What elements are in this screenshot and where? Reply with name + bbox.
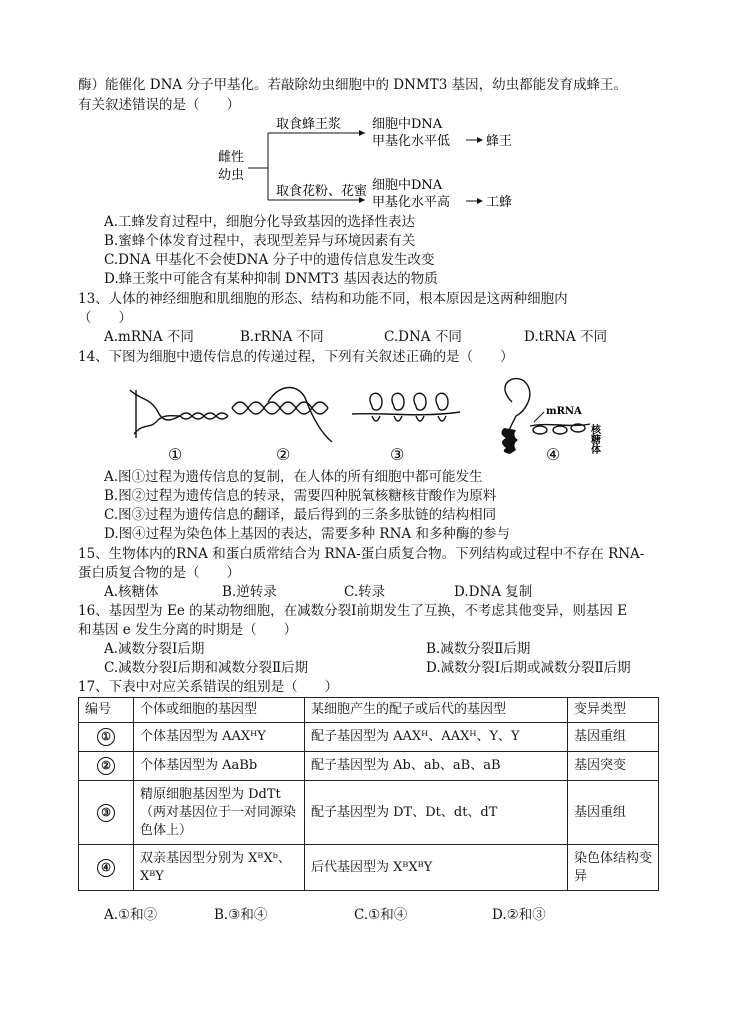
table-row [79,781,659,845]
diagram-top-result-2: 甲基化水平低 [372,134,451,149]
row-variation-type: 基因重组 [568,723,659,752]
row-genotype: 双亲基因型分别为 XᴮXᵇ、XᴮY [134,845,305,891]
chromosome-blob [501,428,518,454]
row-genotype: 个体基因型为 AAXᴴY [134,723,305,752]
q12-methylation-diagram [210,113,530,213]
header-genotype: 个体或细胞的基因型 [134,698,305,723]
header-number: 编号 [79,698,134,723]
table-row [79,845,659,891]
figure-label-1: ① [168,445,183,464]
q14-option-d: D.图④过程为染色体上基因的表达，需要多种 RNA 和多种酶的参与 [104,526,510,542]
translation-polyribosome-diagram [352,393,460,421]
q13-stem-line2: （ ） [78,310,132,326]
q13-option-b: B.rRNA 不同 [240,329,324,345]
q14-stem: 14、下图为细胞中遗传信息的传递过程，下列有关叙述正确的是（ ） [78,349,514,365]
row-offspring: 后代基因型为 XᴮXᴮY [305,845,568,891]
q17-option-b: B.③和④ [214,907,268,923]
row-variation-type: 基因突变 [568,752,659,781]
row-genotype: 个体基因型为 AaBb [134,752,305,781]
diagram-bottom-result-1: 细胞中DNA [372,178,443,193]
q16-option-d: D.减数分裂Ⅰ后期或减数分裂Ⅱ后期 [426,660,631,676]
table-row [79,752,659,781]
q17-option-a: A.①和② [104,907,158,923]
q17-option-c: C.①和④ [354,907,408,923]
table-row [79,723,659,752]
diagram-top-path: 取食蜂王浆 [276,117,342,132]
ribosome-label: 核糖体 [588,424,600,454]
q13-option-a: A.mRNA 不同 [104,329,194,345]
q12-stem-line2: 有关叙述错误的是（ ） [78,97,240,113]
row-variation-type: 基因重组 [568,781,659,845]
q12-option-b: B.蜜蜂个体发育过程中，表现型差异与环境因素有关 [104,233,416,249]
q14-option-a: A.图①过程为遗传信息的复制，在人体的所有细胞中都可能发生 [104,469,483,485]
q15-stem-line1: 15、生物体内的RNA 和蛋白质常结合为 RNA-蛋白质复合物。下列结构或过程中不存在 RNA- [78,546,645,562]
row-number: ② [97,757,115,775]
q12-option-a: A.工蜂发育过程中，细胞分化导致基因的选择性表达 [104,214,416,230]
replication-fork-diagram [130,390,228,438]
q12-stem-line1: 酶）能催化 DNA 分子甲基化。若敲除幼虫细胞中的 DNMT3 基因，幼虫都能发育成蜂王。 [78,77,628,93]
q15-option-d: D.DNA 复制 [454,584,533,600]
diagram-bottom-path: 取食花粉、花蜜 [276,184,368,199]
q13-stem-line1: 13、人体的神经细胞和肌细胞的形态、结构和功能不同，根本原因是这两种细胞内 [78,291,568,307]
diagram-top-outcome: 蜂王 [486,134,513,149]
q14-option-c: C.图③过程为遗传信息的翻译，最后得到的三条多肽链的结构相同 [104,507,497,523]
diagram-bottom-result-2: 甲基化水平高 [372,195,451,210]
mrna-label: mRNA [546,406,582,417]
row-number: ③ [97,804,115,822]
q16-option-b: B.减数分裂Ⅱ后期 [426,641,531,657]
q15-option-a: A.核糖体 [104,584,159,600]
q14-option-b: B.图②过程为遗传信息的转录，需要四种脱氧核糖核苷酸作为原料 [104,488,497,504]
q15-stem-line2: 蛋白质复合物的是（ ） [78,565,240,581]
q12-option-d: D.蜂王浆中可能含有某种抑制 DNMT3 基因表达的物质 [104,271,438,287]
q16-stem-line1: 16、基因型为 Ee 的某动物细胞，在减数分裂Ⅰ前期发生了互换，不考虑其他变异，则基因 E [78,603,628,619]
q13-option-c: C.DNA 不同 [384,329,462,345]
header-variation-type: 变异类型 [568,698,659,723]
transcription-diagram [232,388,332,443]
table-header-row [79,698,659,723]
diagram-bottom-outcome: 工蜂 [486,195,513,210]
q16-option-c: C.减数分裂Ⅰ后期和减数分裂Ⅱ后期 [104,660,309,676]
row-offspring: 配子基因型为 Ab、ab、aB、aB [305,752,568,781]
row-offspring: 配子基因型为 DT、Dt、dt、dT [305,781,568,845]
q15-option-c: C.转录 [344,584,386,600]
figure-label-2: ② [276,445,291,464]
q16-stem-line2: 和基因 e 发生分离的时期是（ ） [78,622,298,638]
figure-label-4: ④ [546,445,561,464]
q16-option-a: A.减数分裂Ⅰ后期 [104,641,205,657]
q17-table [78,697,659,891]
q17-stem: 17、下表中对应关系错误的组别是（ ） [78,679,339,695]
row-genotype: 精原细胞基因型为 DdTt（两对基因位于一对同源染色体上） [134,781,305,845]
q13-option-d: D.tRNA 不同 [524,329,608,345]
row-variation-type: 染色体结构变异 [568,845,659,891]
q17-option-d: D.②和③ [492,907,546,923]
q12-option-c: C.DNA 甲基化不会使DNA 分子中的遗传信息发生改变 [104,252,435,268]
row-number: ④ [97,859,115,877]
q14-process-figure [120,372,640,464]
figure-label-3: ③ [390,445,405,464]
diagram-left-label-1: 雌性 [218,150,245,165]
header-offspring: 某细胞产生的配子或后代的基因型 [305,698,568,723]
diagram-top-result-1: 细胞中DNA [372,117,443,132]
diagram-left-label-2: 幼虫 [218,168,245,183]
q15-option-b: B.逆转录 [222,584,277,600]
row-offspring: 配子基因型为 AAXᴴ、AAXᴴ、Y、Y [305,723,568,752]
row-number: ① [97,728,115,746]
